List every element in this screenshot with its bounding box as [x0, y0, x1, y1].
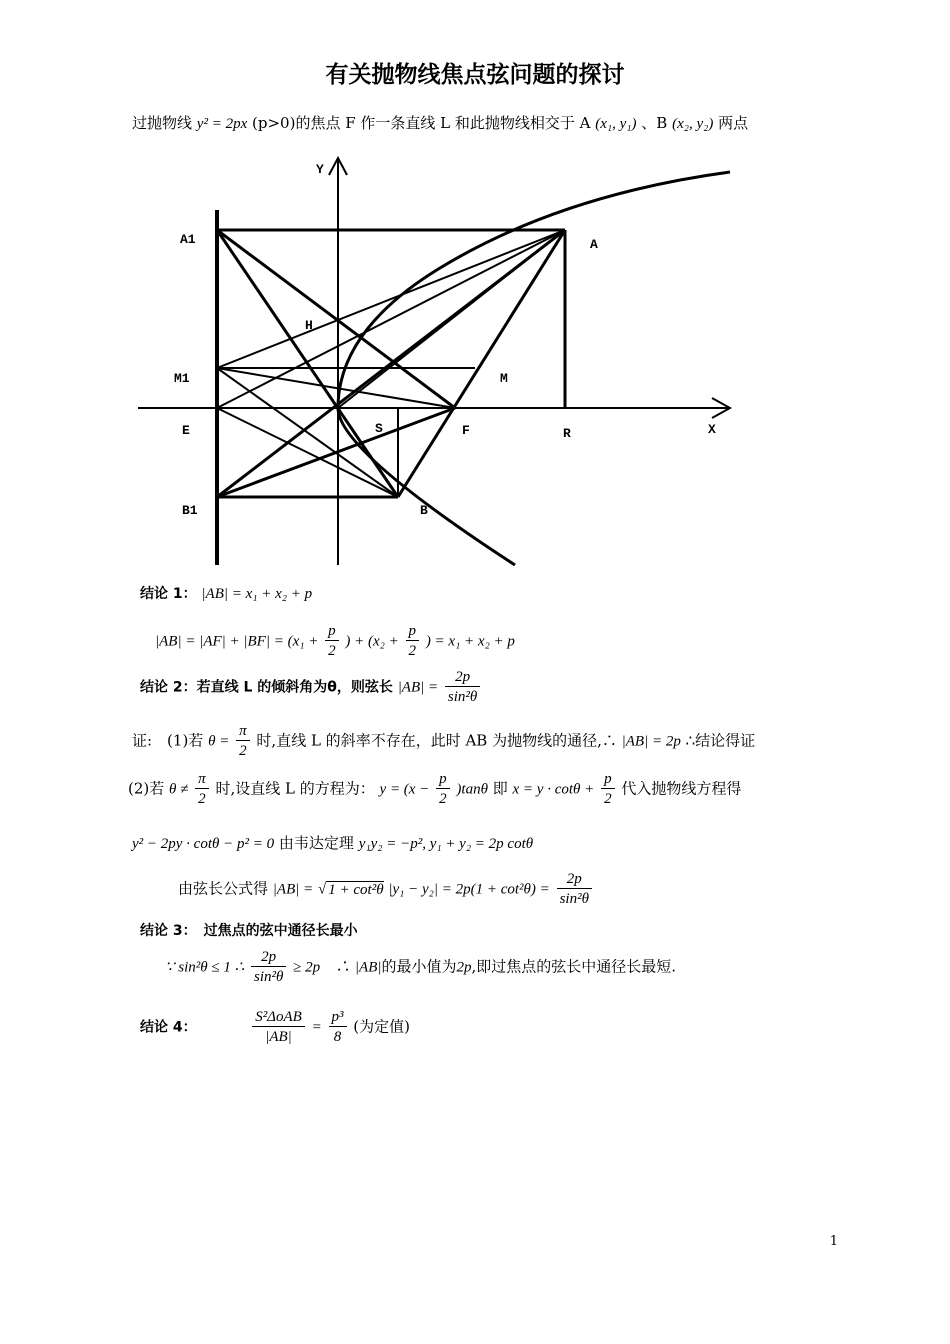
c1-frac-2-den: 2 [408, 643, 417, 659]
c3-frac [251, 948, 286, 987]
p2-eq2-frac-num: p [601, 770, 615, 789]
c1-frac-2 [406, 622, 420, 661]
p3-eq: y² − 2py · cotθ − p² = 0 [132, 836, 275, 852]
c4-frac-right-num: p³ [329, 1008, 347, 1027]
p2-eq1-frac [436, 770, 450, 809]
proof-case-2 [128, 770, 741, 809]
p2-text: 时,设直线 L 的方程为： [215, 779, 375, 798]
p2-ji: 即 [492, 779, 508, 798]
p2-eq1-end: )tanθ [456, 781, 488, 798]
line-o-a [338, 230, 565, 408]
p2-frac [195, 770, 209, 809]
p2-eq1-frac-den: 2 [439, 791, 447, 807]
p2-eq2-frac [601, 770, 615, 809]
p1-frac [236, 722, 250, 761]
label-m: M [500, 371, 508, 386]
p1-frac-den: 2 [239, 743, 247, 759]
proof-chord-length [178, 870, 594, 909]
c2-frac-den: sin²θ [447, 689, 478, 705]
p3-vieta: y₁y₂ = −p², y₁ + y₂ = 2p cotθ [358, 836, 534, 852]
c1-derivation-mid: ) + (x₂ + [345, 633, 399, 650]
c3-val: 2p [456, 959, 472, 976]
label-y: Y [316, 162, 324, 177]
p4-frac-num: 2p [557, 870, 592, 889]
label-s: S [375, 421, 383, 436]
label-e: E [182, 423, 190, 438]
c1-frac-2-num: p [406, 622, 420, 641]
p2-frac-den: 2 [198, 791, 206, 807]
intro-middle: 的焦点 F 作一条直线 L 和此抛物线相交于 A [295, 114, 591, 132]
p2-frac-num: π [195, 770, 209, 789]
c1-derivation-left: |AB| = |AF| + |BF| = (x₁ + [155, 633, 319, 650]
parabola-focal-chord-figure [130, 155, 740, 570]
c3-derivation [165, 948, 676, 987]
p4-sqrt-body: 1 + cot²θ [328, 881, 384, 898]
line-o-b [338, 408, 398, 497]
label-a1: A1 [180, 232, 196, 247]
p4-frac [557, 870, 592, 909]
c3-text1: 的最小值为 [381, 957, 457, 976]
p2-eq1-frac-num: p [436, 770, 450, 789]
c1-frac-1-num: p [325, 622, 339, 641]
conclusion-3 [140, 920, 358, 940]
c3-line-left: ∵ sin²θ ≤ 1 ∴ [165, 959, 245, 976]
c3-line-mid: ≥ 2p ∴ [293, 959, 351, 976]
c4-frac-right [329, 1008, 347, 1047]
c3-abs: |AB| [354, 959, 382, 976]
intro-point-a: (x₁, y₁) [595, 116, 637, 132]
page-title: 有关抛物线焦点弦问题的探讨 [325, 61, 625, 88]
p4-eq-mid: |y₁ − y₂| = 2p(1 + cot²θ) = [388, 881, 550, 898]
c4-frac-left-den: |AB| [265, 1029, 292, 1045]
c4-eq: = [311, 1019, 322, 1036]
line-e-a [217, 230, 565, 408]
c4-frac-right-den: 8 [333, 1029, 342, 1045]
c2-label: 结论 2：若直线 L 的倾斜角为θ，则弦长 [140, 679, 393, 696]
line-e-b [217, 408, 398, 497]
p2-eq1: y = (x − [379, 781, 430, 798]
p4-sqrt: √ 1 + cot²θ [318, 881, 384, 898]
label-b1: B1 [182, 503, 198, 518]
c4-frac-left-num: S²ΔoAB [252, 1008, 305, 1027]
p1-theta: θ = [208, 733, 230, 750]
focal-chord-ab [398, 230, 565, 497]
p4-eq-left: |AB| = [272, 881, 314, 898]
p2-eq2-frac-den: 2 [604, 791, 612, 807]
p2-end: 代入抛物线方程得 [621, 779, 742, 798]
conclusion-1 [140, 583, 312, 603]
p3-text: 由韦达定理 [278, 834, 354, 852]
label-r: R [563, 426, 571, 441]
intro-condition: (p>0) [252, 114, 296, 132]
label-f: F [462, 423, 470, 438]
line-m1-f [217, 368, 455, 408]
c1-derivation [155, 622, 515, 661]
p1-result: |AB| = 2p [621, 733, 681, 750]
p4-frac-den: sin²θ [559, 891, 589, 907]
intro-line [132, 112, 748, 133]
label-h: H [305, 318, 313, 333]
label-m1: M1 [174, 371, 190, 386]
c1-label: 结论 1： [140, 586, 197, 602]
p1-end: ∴结论得证 [685, 731, 756, 750]
proof-vieta [132, 832, 533, 853]
c1-frac-1 [325, 622, 339, 661]
intro-suffix: 两点 [718, 114, 749, 132]
label-x: X [708, 422, 716, 437]
c1-frac-1-den: 2 [328, 643, 336, 659]
line-m1-a [217, 230, 565, 368]
p4-text: 由弦长公式得 [178, 879, 269, 898]
label-a: A [590, 237, 598, 252]
p2-prefix: (2)若 [128, 779, 165, 798]
c2-lhs: |AB| = [397, 679, 439, 696]
c4-frac-left [252, 1008, 305, 1047]
intro-point-b: (x₂, y₂) [672, 116, 714, 132]
p1-text: 时,直线 L 的斜率不存在，此时 AB 为抛物线的通径,∴ [256, 731, 617, 750]
c3-text2: ,即过焦点的弦长中通径长最短. [471, 957, 677, 976]
c1-derivation-right: ) = x₁ + x₂ + p [425, 633, 515, 650]
intro-equation: y² = 2px [196, 116, 248, 132]
c2-frac-num: 2p [445, 668, 480, 687]
conclusion-2 [140, 668, 482, 707]
c1-formula: |AB| = x₁ + x₂ + p [201, 586, 313, 602]
intro-sep: 、B [641, 114, 668, 132]
line-a1-f [217, 230, 455, 408]
p2-eq2: x = y · cotθ + [512, 781, 595, 798]
c3-frac-num: 2p [251, 948, 286, 967]
label-b: B [420, 503, 428, 518]
c2-frac [445, 668, 480, 707]
c3-frac-den: sin²θ [253, 969, 284, 985]
proof-case-1 [132, 722, 755, 761]
p1-frac-num: π [236, 722, 250, 741]
intro-prefix: 过抛物线 [132, 114, 193, 132]
page-number: 1 [829, 1234, 838, 1249]
c3-label: 结论 3： 过焦点的弦中通径长最小 [140, 923, 358, 939]
conclusion-4 [140, 1008, 410, 1047]
c4-note: (为定值) [353, 1017, 411, 1036]
p2-theta: θ ≠ [169, 781, 189, 798]
c4-label: 结论 4： [140, 1019, 197, 1036]
p1-prefix: 证: (1)若 [132, 731, 204, 750]
